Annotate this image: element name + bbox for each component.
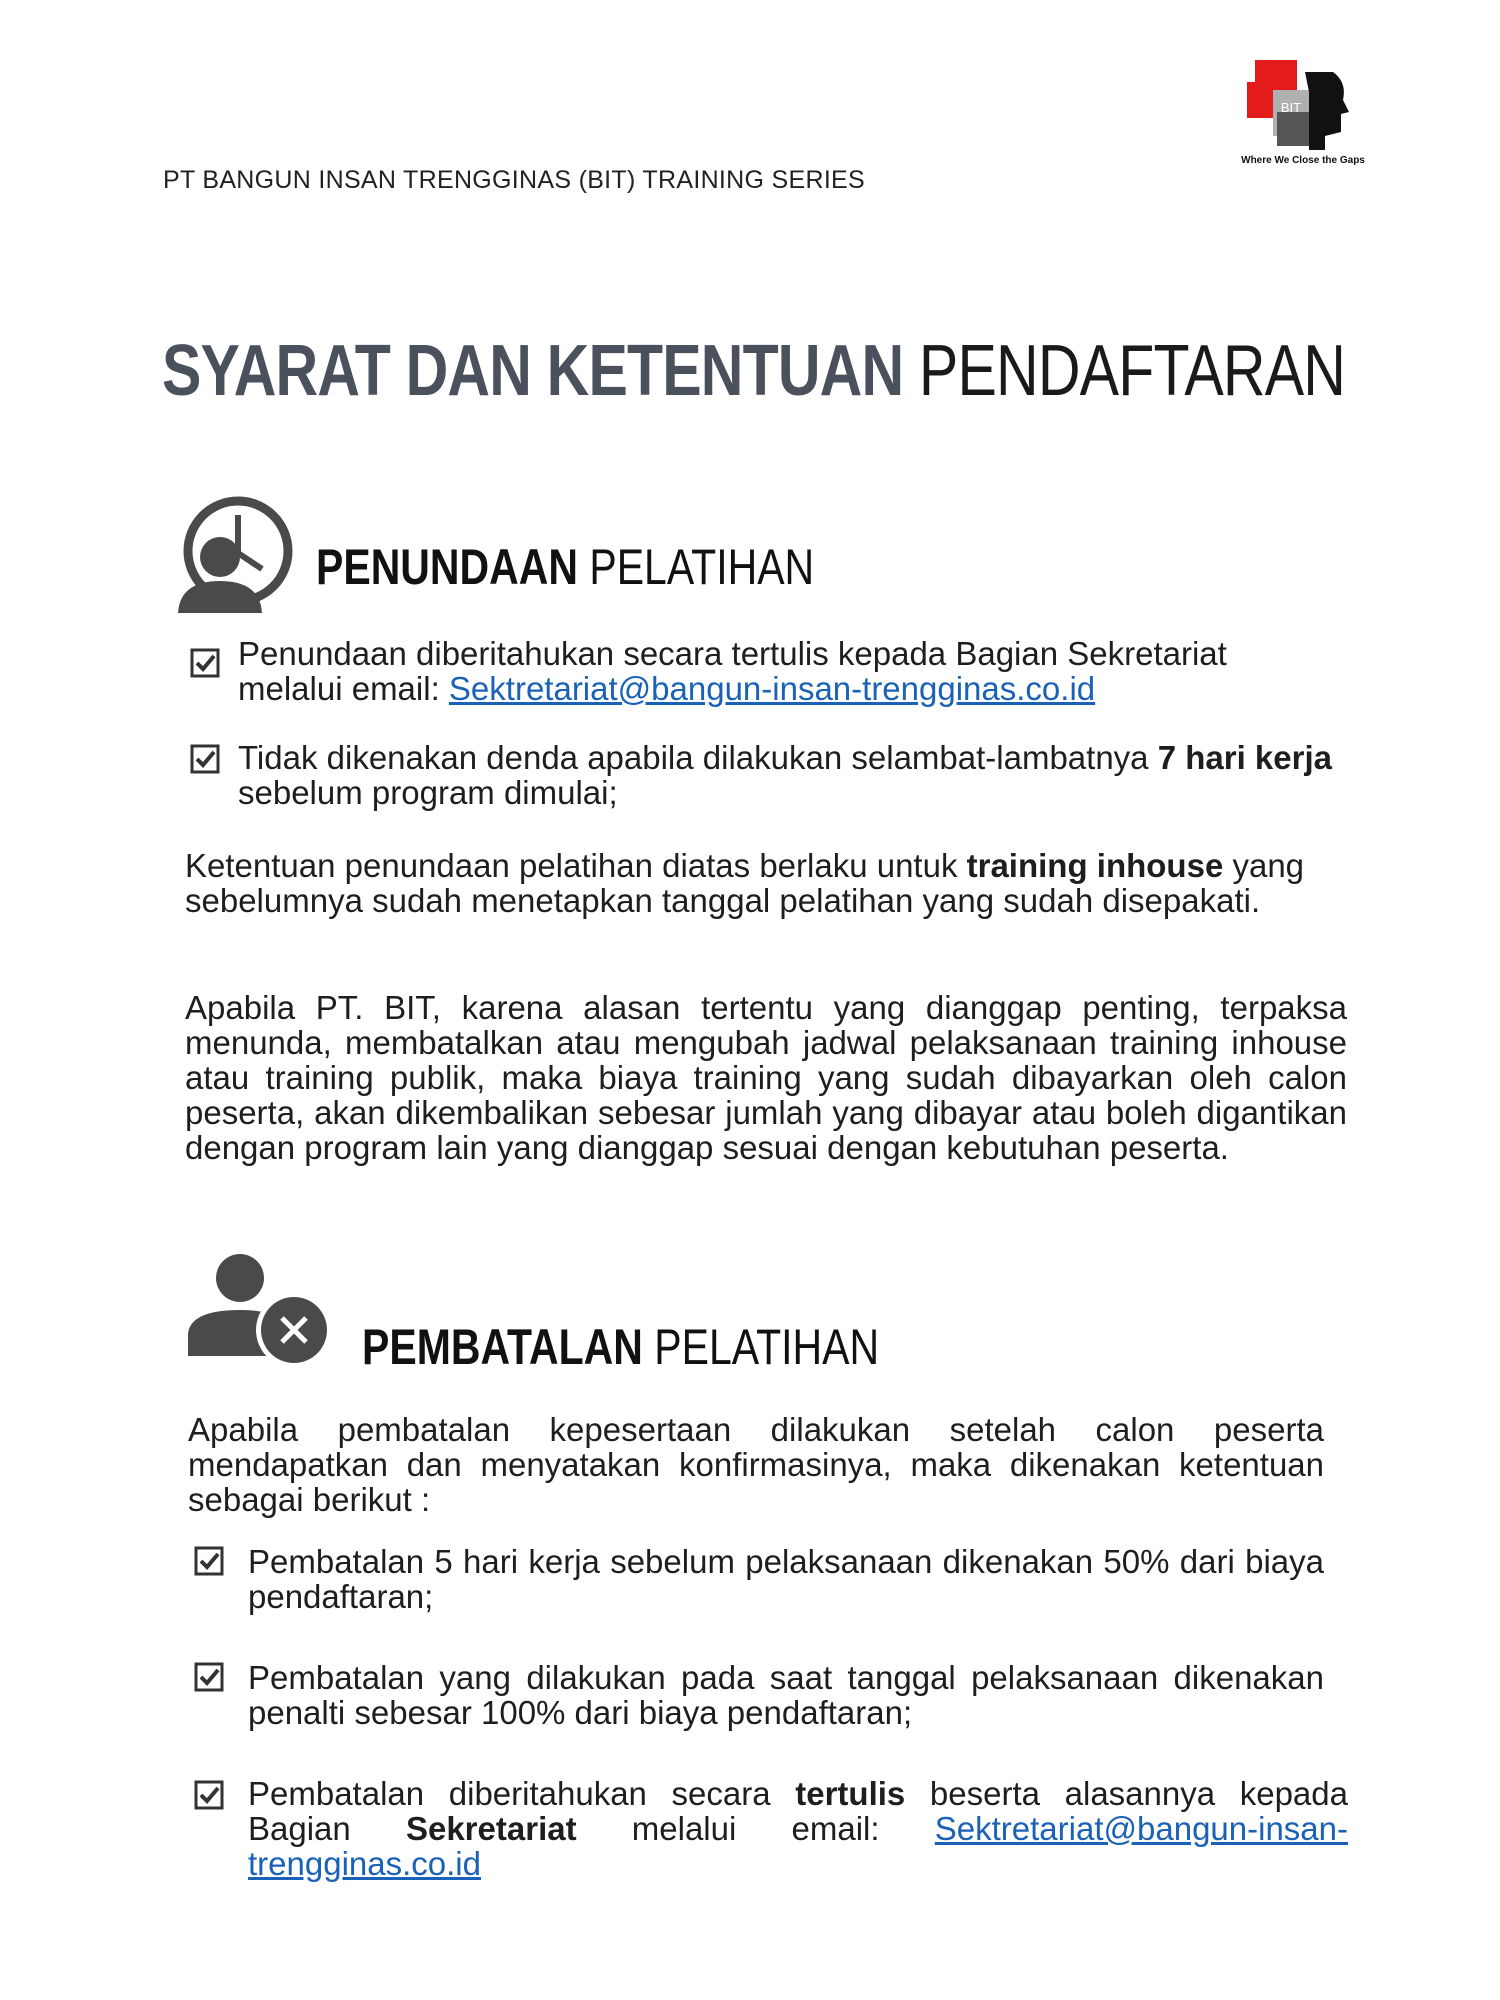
header-text: PT BANGUN INSAN TRENGGINAS (BIT) TRAINING SERIES — [163, 166, 866, 194]
checkbox-icon — [194, 1546, 224, 1576]
pembatalan-item-2: Pembatalan yang dilakukan pada saat tanggal pelaksanaan dikenakan penalti sebesar 100% dari biaya pendaftaran; — [248, 1659, 1324, 1731]
checkbox-icon — [194, 1780, 224, 1810]
checkbox-icon — [190, 744, 220, 774]
page-title-bold: SYARAT DAN KETENTUAN — [162, 331, 904, 411]
checkbox-icon — [190, 648, 220, 678]
bit-logo — [1225, 52, 1375, 170]
penundaan-paragraph-1: Ketentuan penundaan pelatihan diatas berlaku untuk training inhouse yang sebelumnya sudah menetapkan tanggal pelatihan yang sudah disepakati. — [185, 847, 1305, 919]
page-title — [162, 330, 1345, 412]
pembatalan-item-3: Pembatalan diberitahukan secara tertulis beserta alasannya kepada Bagian Sekretariat melalui email: Sektretariat@bangun-insan-trengginas.co.id — [248, 1775, 1348, 1882]
penundaan-item-1: Penundaan diberitahukan secara tertulis kepada Bagian Sekretariat melalui email: Sektretariat@bangun-insan-trengginas.co.id — [238, 635, 1227, 707]
section-title-pembatalan: PEMBATALAN PELATIHAN — [362, 1319, 880, 1375]
clock-person-icon — [176, 495, 296, 615]
checkbox-icon — [194, 1662, 224, 1692]
logo-tagline: Where We Close the Gaps — [1241, 155, 1365, 166]
person-cancel-icon — [188, 1254, 332, 1368]
pembatalan-intro: Apabila pembatalan kepesertaan dilakukan setelah calon peserta mendapatkan dan menyatakan konfirmasinya, maka dikenakan ketentuan sebagai berikut : — [188, 1411, 1324, 1518]
penundaan-paragraph-2: Apabila PT. BIT, karena alasan tertentu yang dianggap penting, terpaksa menunda, membatalkan atau mengubah jadwal pelaksanaan training inhouse atau training publik, maka biaya training yang sudah dibayarkan oleh calon peserta, akan dikembalikan sebesar jumlah yang dibayar atau boleh digantikan dengan program lain yang dianggap sesuai dengan kebutuhan peserta. — [185, 989, 1347, 1166]
penundaan-item-2: Tidak dikenakan denda apabila dilakukan selambat-lambatnya 7 hari kerja sebelum program dimulai; — [238, 739, 1332, 811]
sekretariat-email-link[interactable]: Sektretariat@bangun-insan-trengginas.co.id — [448, 670, 1096, 707]
sekretariat-email-link[interactable]: Sektretariat@bangun-insan-trengginas.co.id — [248, 1810, 1348, 1882]
pembatalan-item-1: Pembatalan 5 hari kerja sebelum pelaksanaan dikenakan 50% dari biaya pendaftaran; — [248, 1543, 1324, 1615]
page-title-regular: PENDAFTARAN — [918, 331, 1346, 411]
logo-label: BIT — [1280, 100, 1302, 115]
section-title-penundaan: PENUNDAAN PELATIHAN — [316, 539, 815, 595]
